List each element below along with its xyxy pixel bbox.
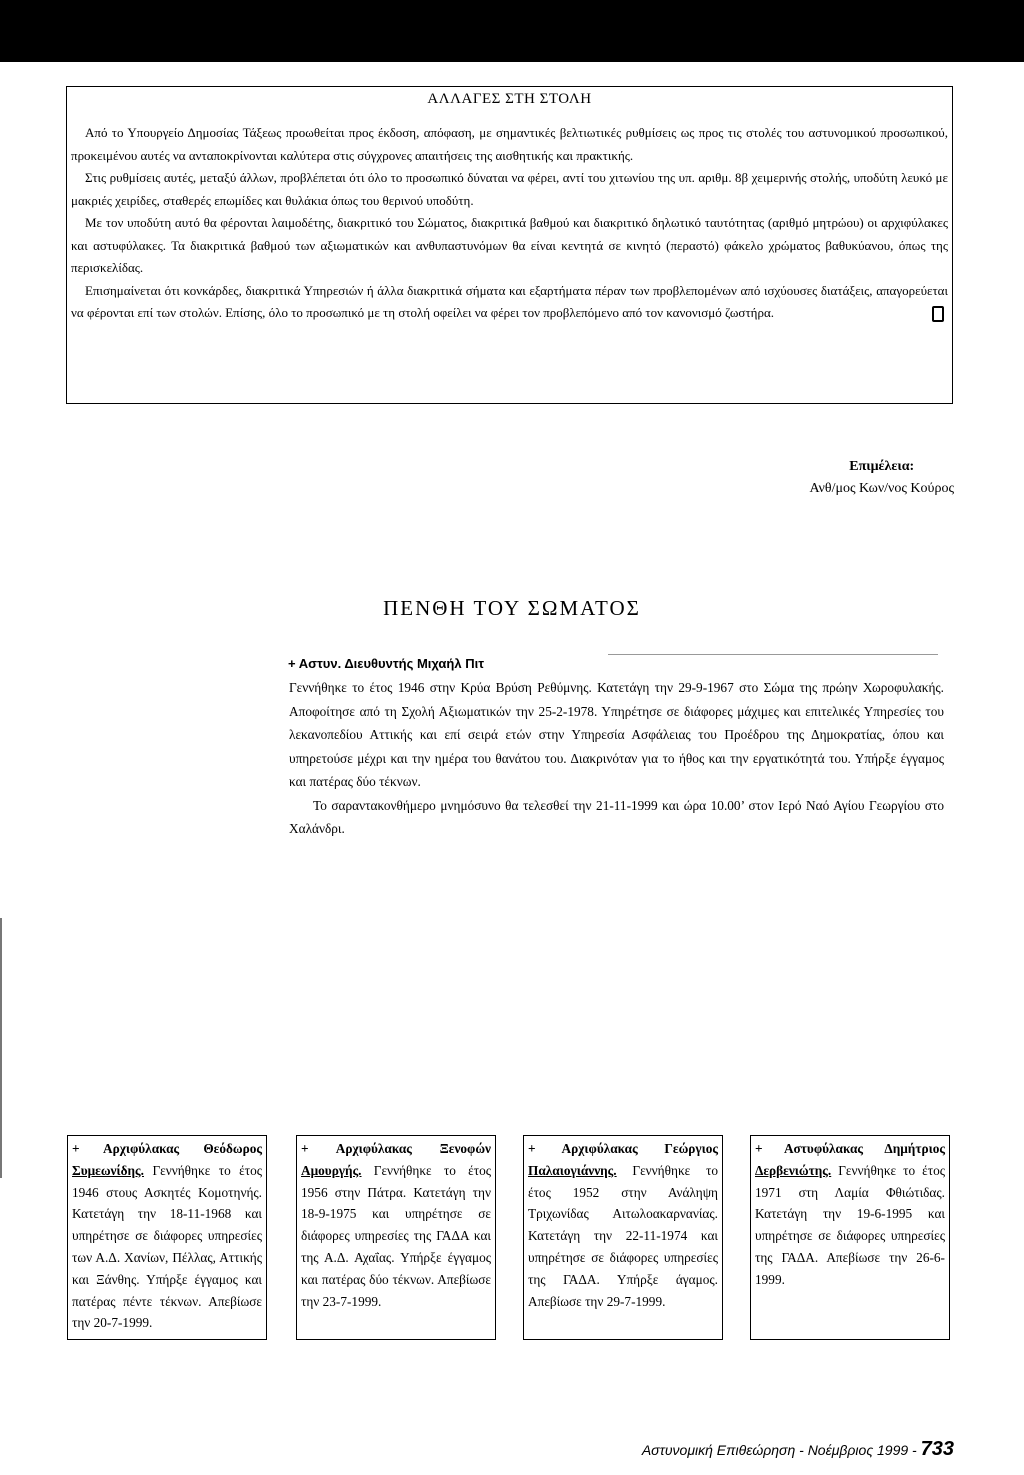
box-paragraph-1: Από το Υπουργείο Δημοσίας Τάξεως προωθείται προς έκδοση, απόφαση, με σημαντικές βελτιωτικές ρυθμίσεις ως προς τις στολές του αστυνομικού προσωπικού, προκειμένου αυτές να ανταποκρίνονται καλύτερα στις σύγχρονες απαιτήσεις της αισθητικής και πρακτικής.: [71, 125, 948, 163]
column-4-heading: + Αστυφύλακας Δημήτριος: [755, 1141, 945, 1156]
column-3-heading: + Αρχιφύλακας Γεώργιος: [528, 1141, 718, 1156]
box-paragraph-3: Με τον υποδύτη αυτό θα φέρονται λαιμοδέτης, διακριτικό του Σώματος, διακριτικά βαθμού και διακριτικό δηλωτικό ταυτότητας (αριθμό μητρώου) οι αρχιφύλακες και αστυφύλακες. Τα διακριτικά βαθμού των αξιωματικών και ανθυπαστυνόμων θα είναι κεντητά σε κινητό (περαστό) φάκελο χρώματος βαθυκύανου, όπως της περισκελίδας.: [71, 215, 948, 275]
obituary-column-2: [296, 1135, 496, 1340]
page-footer: [642, 1438, 954, 1461]
editor-label: Επιμέλεια:: [849, 459, 915, 474]
column-4-surname: Δερβενιώτης.: [755, 1162, 832, 1178]
editor-name: Ανθ/μος Κων/νος Κούρος: [809, 481, 954, 496]
box-paragraph-4: [71, 280, 948, 325]
top-black-band: [0, 0, 1024, 62]
column-2-surname: Αμουργής.: [301, 1162, 362, 1178]
obituary-column-4: [750, 1135, 950, 1340]
column-2-text: Γεννήθηκε το έτος 1956 στην Πάτρα. Κατετάγη την 18-9-1975 και υπηρέτησε σε διάφορες υπηρεσίες της ΓΑΔΑ και της Α.Δ. Αχαΐας. Υπήρξε έγγαμος και πατέρας δύο τέκνων. Απεβίωσε την 23-7-1999.: [301, 1162, 491, 1309]
obituary-paragraph-1: Γεννήθηκε το έτος 1946 στην Κρύα Βρύση Ρεθύμνης. Κατετάγη την 29-9-1967 στο Σώμα της πρώην Χωροφυλακής. Αποφοίτησε από τη Σχολή Αξιωματικών την 25-2-1978. Υπηρέτησε σε διάφορες μάχιμες και επιτελικές Υπηρεσίες του λεκανοπεδίου Αττικής και επί σειρά ετών στην Υπηρεσία Ασφάλειας του Προέδρου της Δημοκρατίας, όπου και υπηρετούσε μέχρι και την ημέρα του θανάτου του. Διακρινόταν για το ήθος και την εργατικότητά του. Υπήρξε έγγαμος και πατέρας δύο τέκνων.: [289, 680, 944, 789]
obituary-column-1: [67, 1135, 267, 1340]
box-paragraph-2: Στις ρυθμίσεις αυτές, μεταξύ άλλων, προβλέπεται ότι όλο το προσωπικό δύναται να φέρει, αντί του χιτωνίου της υπ. αριθμ. 8β χειμερινής στολής, υποδύτη λευκό με μακριές χειρίδες, σταθερές επωμίδες και θυλάκια όπως του θερινού υποδύτη.: [71, 170, 948, 208]
column-1-heading: + Αρχιφύλακας Θεόδωρος: [72, 1141, 262, 1156]
editor-credit: [809, 456, 954, 500]
column-1-surname: Συμεωνίδης.: [72, 1162, 144, 1178]
obituary-paragraph-2: Το σαραντακονθήμερο μνημόσυνο θα τελεσθεί την 21-11-1999 και ώρα 10.00’ στον Ιερό Ναό Αγίου Γεωργίου στο Χαλάνδρι.: [289, 797, 944, 836]
uniform-changes-box: [66, 86, 953, 404]
obituary-column-3: [523, 1135, 723, 1340]
obituaries-title: ΠΕΝΘΗ ΤΟΥ ΣΩΜΑΤΟΣ: [383, 596, 641, 620]
box-paragraph-4-text: Επισημαίνεται ότι κονκάρδες, διακριτικά Υπηρεσιών ή άλλα διακριτικά σήματα και εξαρτήματα πέραν των προβλεπομένων από ισχύουσες διατάξεις, απαγορεύεται να φέρονται επί των στολών. Επίσης, όλο το προσωπικό με τη στολή οφείλει να φέρει τον προβλεπόμενο από τον κανονισμό ζωστήρα.: [71, 282, 948, 320]
obituary-rule: [608, 654, 938, 655]
end-square-icon: [932, 306, 944, 322]
column-3-text: Γεννήθηκε το έτος 1952 στην Ανάληψη Τριχωνίδας Αιτωλοακαρνανίας. Κατετάγη την 22-11-1974 και υπηρέτησε σε διάφορες υπηρεσίες της ΓΑΔΑ. Υπήρξε άγαμος. Απεβίωσε την 29-7-1999.: [528, 1162, 718, 1309]
column-3-surname: Παλαιογιάννης.: [528, 1162, 617, 1178]
obituary-body: [289, 676, 944, 841]
column-1-text: Γεννήθηκε το έτος 1946 στους Ασκητές Κομοτηνής. Κατετάγη την 18-11-1968 και υπηρέτησε σε διάφορες υπηρεσίες των Α.Δ. Χανίων, Πέλλας, Αττικής και Ξάνθης. Υπήρξε έγγαμος και πατέρας πέντε τέκνων. Απεβίωσε την 20-7-1999.: [72, 1162, 263, 1331]
column-4-text: Γεννήθηκε το έτος 1971 στη Λαμία Φθιώτιδας. Κατετάγη την 19-6-1995 και υπηρέτησε σε διάφορες υπηρεσίες της ΓΑΔΑ. Απεβίωσε την 26-6-1999.: [755, 1162, 945, 1287]
footer-journal: Αστυνομική Επιθεώρηση - Νοέμβριος 1999 -: [641, 1442, 921, 1458]
column-2-heading: + Αρχιφύλακας Ξενοφών: [301, 1141, 491, 1156]
box-title: ΑΛΛΑΓΕΣ ΣΤΗ ΣΤΟΛΗ: [427, 91, 592, 107]
page-number: 733: [920, 1438, 954, 1460]
binding-edge: [0, 918, 2, 1178]
obituary-name: + Αστυν. Διευθυντής Μιχαήλ Πιτ: [288, 656, 485, 671]
